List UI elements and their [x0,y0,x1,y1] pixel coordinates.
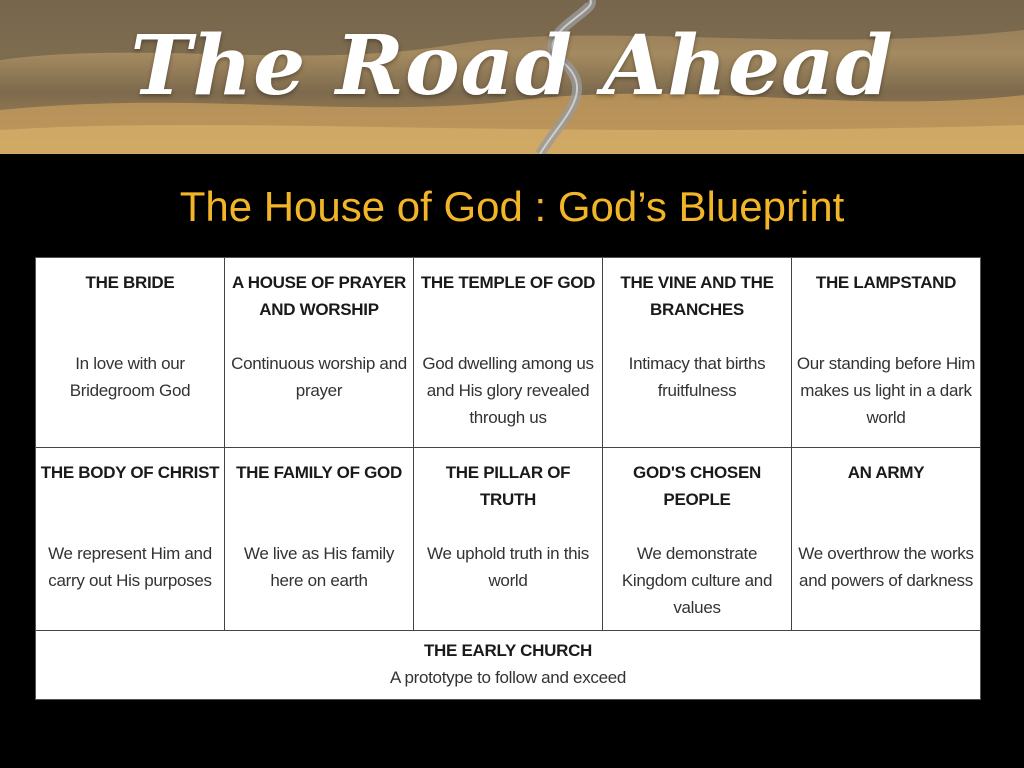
cell-title: THE BRIDE [85,273,175,292]
table-cell [414,448,603,631]
table-cell [36,448,225,631]
cell-title: THE LAMPSTAND [815,273,957,292]
table-cell [414,258,603,448]
cell-description: We overthrow the works and powers of darkness [798,544,974,590]
table-cell-wide [36,631,980,699]
cell-title: AN ARMY [847,463,925,482]
table-cell [792,448,980,631]
cell-title: THE FAMILY OF GOD [236,463,402,482]
table-cell [225,258,414,448]
header-banner [0,0,1024,154]
cell-title: GOD'S CHOSEN PEOPLE [633,463,761,509]
cell-title: THE EARLY CHURCH [423,641,593,660]
blueprint-table [35,257,981,700]
page-subtitle: The House of God : God’s Blueprint [179,183,845,230]
cell-description: In love with our Bridegroom God [69,354,191,400]
cell-description: We represent Him and carry out His purposes [48,544,212,590]
cell-description: Intimacy that births fruitfulness [628,354,766,400]
cell-title: A HOUSE OF PRAYER AND WORSHIP [231,273,407,319]
cell-description: Continuous worship and prayer [231,354,407,400]
table-cell [603,448,792,631]
cell-title: THE VINE AND THE BRANCHES [620,273,774,319]
table-cell [225,448,414,631]
cell-description: We uphold truth in this world [427,544,589,590]
table-cell [603,258,792,448]
cell-title: THE BODY OF CHRIST [40,463,220,482]
cell-description: We live as His family here on earth [243,544,395,590]
cell-description: Our standing before Him makes us light in a dark world [796,354,976,427]
cell-description: A prototype to follow and exceed [389,668,627,687]
cell-description: We demonstrate Kingdom culture and values [621,544,773,617]
cell-description: God dwelling among us and His glory revealed through us [422,354,594,427]
cell-title: THE PILLAR OF TRUTH [445,463,571,509]
cell-title: THE TEMPLE OF GOD [420,273,596,292]
table-cell [792,258,980,448]
table-cell [36,258,225,448]
banner-title: The Road Ahead [130,18,894,114]
